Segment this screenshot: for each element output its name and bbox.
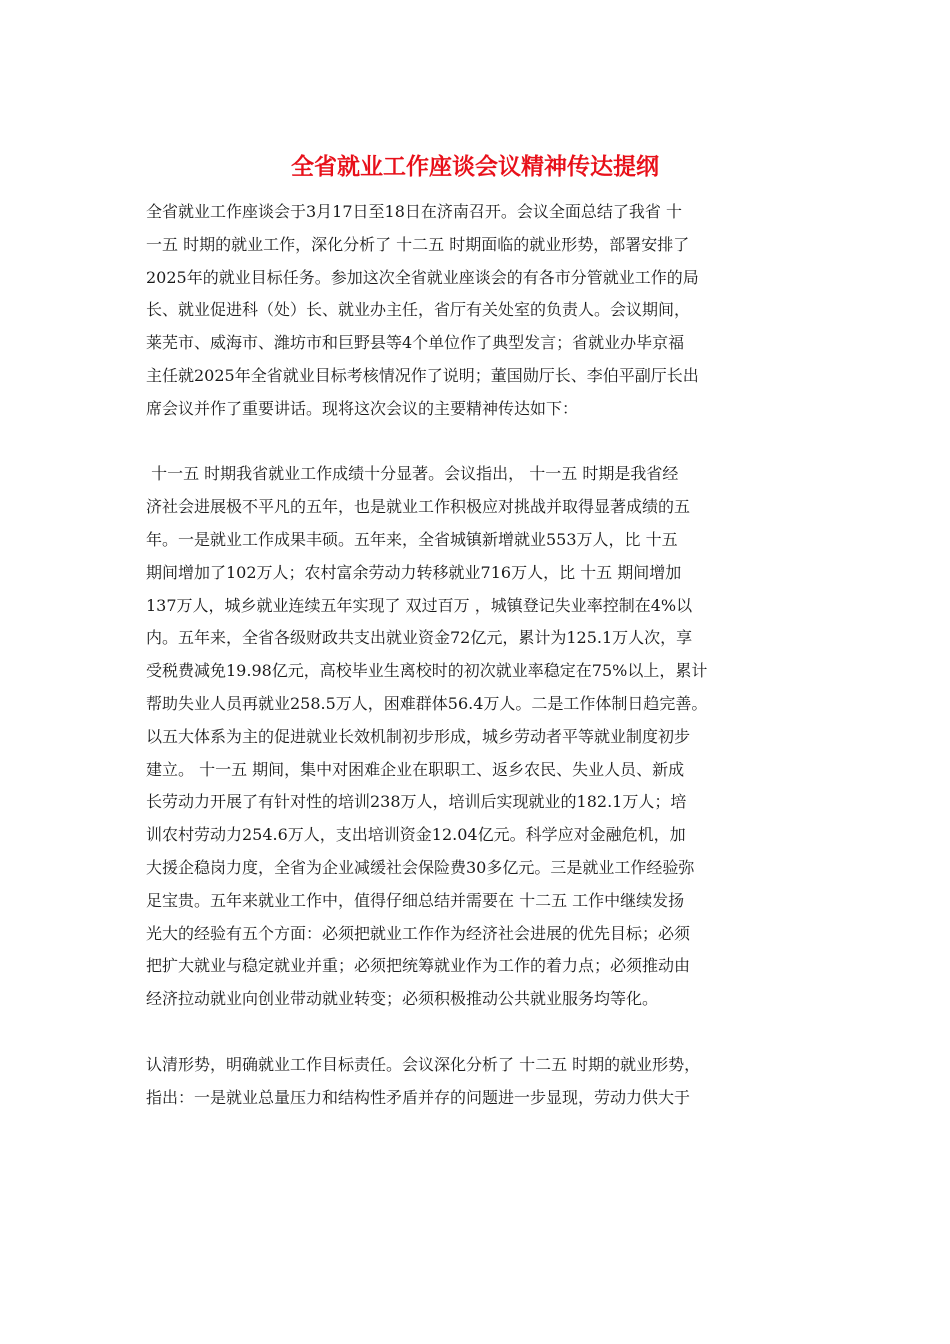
- text-line: 足宝贵。五年来就业工作中，值得仔细总结并需要在 十二五 工作中继续发扬: [146, 890, 685, 910]
- text-line: 一五 时期的就业工作，深化分析了 十二五 时期面临的就业形势，部署安排了: [146, 234, 690, 254]
- text-line: 席会议并作了重要讲话。现将这次会议的主要精神传达如下：: [146, 398, 579, 418]
- text-line: 期间增加了102万人；农村富余劳动力转移就业716万人，比 十五 期间增加: [146, 562, 682, 582]
- text-line: 主任就2025年全省就业目标考核情况作了说明；董国勋厅长、李伯平副厅长出: [146, 365, 699, 385]
- text-line: 光大的经验有五个方面：必须把就业工作作为经济社会进展的优先目标；必须: [146, 923, 691, 943]
- text-line: 帮助失业人员再就业258.5万人，困难群体56.4万人。二是工作体制日趋完善。: [146, 693, 708, 713]
- text-line: 受税费减免19.98亿元，高校毕业生离校时的初次就业率稳定在75%以上，累计: [146, 661, 708, 681]
- text-line: 把扩大就业与稳定就业并重；必须把统筹就业作为工作的着力点；必须推动由: [146, 956, 691, 976]
- document-title: 全省就业工作座谈会议精神传达提纲: [291, 154, 659, 180]
- text-line: 长、就业促进科（处）长、就业办主任，省厅有关处室的负责人。会议期间，: [146, 300, 691, 320]
- paragraph-achievements: [146, 458, 814, 1016]
- paragraph-situation: [146, 1049, 814, 1115]
- text-line: 建立。 十一五 期间，集中对困难企业在职职工、返乡农民、失业人员、新成: [146, 759, 685, 779]
- text-line: 大援企稳岗力度，全省为企业减缓社会保险费30多亿元。三是就业工作经验弥: [146, 857, 695, 877]
- text-line: 137万人，城乡就业连续五年实现了 双过百万 ，城镇登记失业率控制在4%以: [146, 595, 693, 615]
- text-line: 内。五年来，全省各级财政共支出就业资金72亿元，累计为125.1万人次，享: [146, 628, 693, 648]
- paragraph-meeting-summary: [146, 196, 814, 426]
- text-line: 十一五 时期我省就业工作成绩十分显著。会议指出， 十一五 时期是我省经: [146, 464, 679, 484]
- text-line: 经济拉动就业向创业带动就业转变；必须积极推动公共就业服务均等化。: [146, 989, 659, 1009]
- document-body: [146, 196, 814, 1114]
- text-line: 2025年的就业目标任务。参加这次全省就业座谈会的有各市分管就业工作的局: [146, 267, 699, 287]
- paragraph-gap: [146, 1016, 814, 1049]
- text-line: 长劳动力开展了有针对性的培训238万人，培训后实现就业的182.1万人；培: [146, 792, 687, 812]
- text-line: 指出：一是就业总量压力和结构性矛盾并存的问题进一步显现，劳动力供大于: [146, 1087, 691, 1107]
- text-line: 以五大体系为主的促进就业长效机制初步形成，城乡劳动者平等就业制度初步: [146, 726, 691, 746]
- text-line: 莱芜市、威海市、潍坊市和巨野县等4个单位作了典型发言；省就业办毕京福: [146, 333, 685, 353]
- text-line: 济社会进展极不平凡的五年，也是就业工作积极应对挑战并取得显著成绩的五: [146, 497, 691, 517]
- text-line: 认清形势，明确就业工作目标责任。会议深化分析了 十二五 时期的就业形势，: [146, 1054, 701, 1074]
- text-line: 全省就业工作座谈会于3月17日至18日在济南召开。会议全面总结了我省 十: [146, 202, 682, 221]
- text-line: 年。一是就业工作成果丰硕。五年来，全省城镇新增就业553万人，比 十五: [146, 529, 678, 549]
- text-line: 训农村劳动力254.6万人，支出培训资金12.04亿元。科学应对金融危机，加: [146, 825, 686, 845]
- paragraph-gap: [146, 426, 814, 459]
